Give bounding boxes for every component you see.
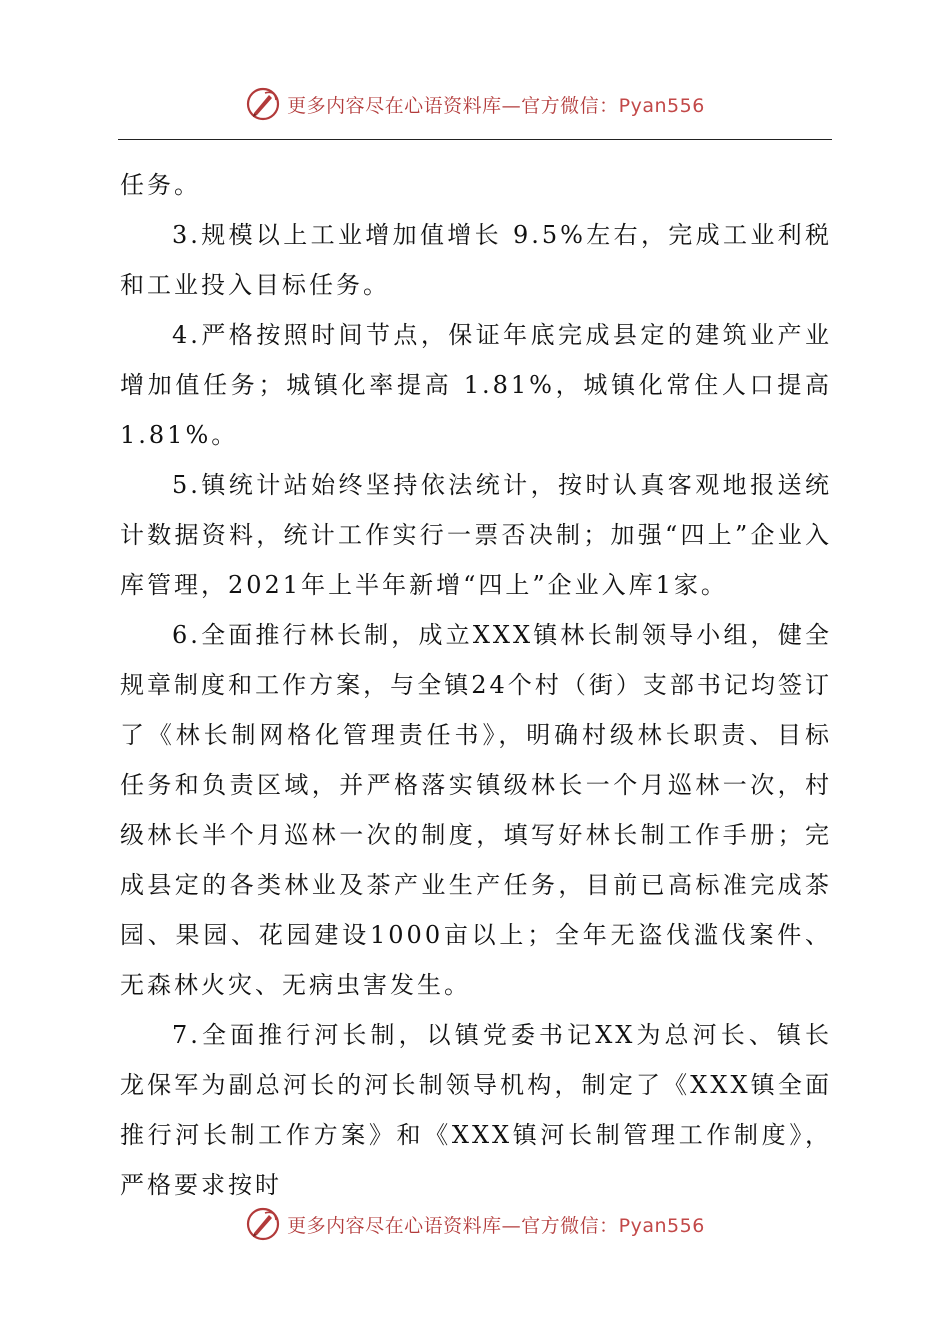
paragraph-item-6: 6.全面推行林长制，成立XXX镇林长制领导小组，健全规章制度和工作方案，与全镇24个村（街）支部书记均签订了《林长制网格化管理责任书》，明确村级林长职责、目标任务和负责区域，并严格落实镇级林长一个月巡林一次，村级林长半个月巡林一次的制度，填写好林长制工作手册；完成县定的各类林业及茶产业生产任务，目前已高标准完成茶园、果园、花园建设1000亩以上；全年无盗伐滥伐案件、无森林火灾、无病虫害发生。 bbox=[120, 621, 832, 999]
paragraph-item-3: 3.规模以上工业增加值增长 9.5%左右，完成工业利税和工业投入目标任务。 bbox=[120, 221, 832, 299]
paragraph-continuation: 任务。 bbox=[120, 171, 201, 199]
pen-logo-icon bbox=[245, 86, 281, 122]
header-watermark bbox=[0, 84, 950, 124]
paragraph-item-5: 5.镇统计站始终坚持依法统计，按时认真客观地报送统计数据资料，统计工作实行一票否决制；加强“四上”企业入库管理，2021年上半年新增“四上”企业入库1家。 bbox=[120, 471, 832, 599]
watermark-text bbox=[287, 91, 705, 118]
paragraph-item-4: 4.严格按照时间节点，保证年底完成县定的建筑业产业增加值任务；城镇化率提高 1.81%，城镇化常住人口提高 1.81%。 bbox=[120, 321, 832, 449]
paragraph-item-7: 7.全面推行河长制，以镇党委书记XX为总河长、镇长龙保军为副总河长的河长制领导机构，制定了《XXX镇全面推行河长制工作方案》和《XXX镇河长制管理工作制度》，严格要求按时 bbox=[120, 1021, 832, 1199]
pen-logo-icon bbox=[245, 1206, 281, 1242]
footer-watermark bbox=[0, 1204, 950, 1244]
watermark-main-text: 更多内容尽在心语资料库—官方微信： bbox=[287, 1214, 619, 1237]
header-divider bbox=[118, 139, 832, 140]
watermark-main-text: 更多内容尽在心语资料库—官方微信： bbox=[287, 94, 619, 117]
document-body bbox=[120, 160, 832, 1210]
watermark-text bbox=[287, 1211, 705, 1238]
watermark-wechat-id: Pyan556 bbox=[618, 1214, 705, 1237]
watermark-wechat-id: Pyan556 bbox=[618, 94, 705, 117]
